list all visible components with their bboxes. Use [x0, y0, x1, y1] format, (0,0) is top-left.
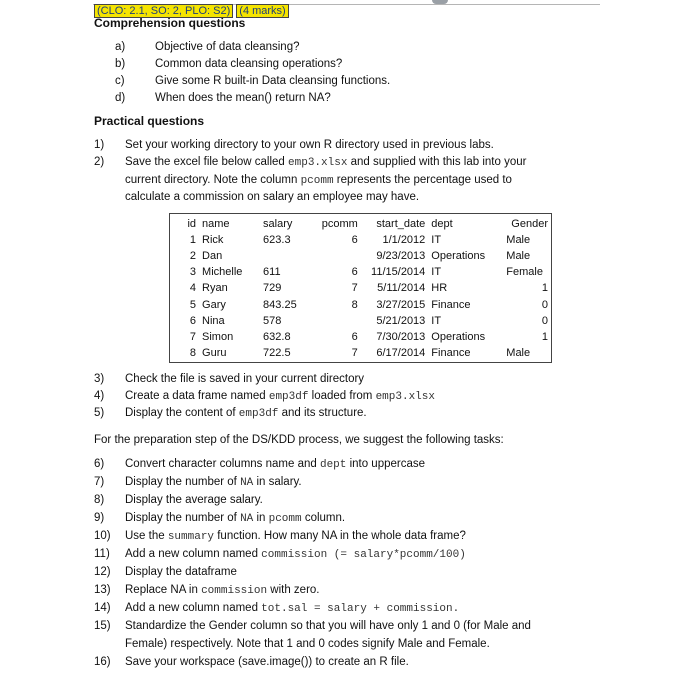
item-label-d: d): [115, 92, 126, 104]
comprehension-item-c: Give some R built-in Data cleansing functions.: [155, 75, 391, 87]
q3-number: 3): [94, 373, 105, 385]
q2-line-2: current directory. Note the column pcomm represents the percentage used to: [125, 174, 512, 187]
comprehension-item-b: Common data cleansing operations?: [155, 58, 343, 70]
comprehension-item-d: When does the mean() return NA?: [155, 92, 331, 104]
q2-line-1: Save the excel file below called emp3.xlsx and supplied with this lab into your: [125, 156, 527, 169]
cell-start-date: 3/27/2015: [376, 298, 426, 311]
cell-pcomm: 7: [351, 347, 358, 360]
cell-id: 5: [189, 298, 197, 311]
cell-pcomm: [317, 313, 361, 329]
cell-id: 2: [189, 250, 197, 263]
table-row: [170, 232, 552, 248]
q7-text: Display the number of NA in salary.: [125, 476, 302, 489]
table-row: [170, 329, 552, 345]
cell-pcomm: 6: [351, 266, 358, 279]
q1-text: Set your working directory to your own R directory used in previous labs.: [125, 139, 494, 151]
cell-dept: Operations: [431, 331, 486, 344]
cell-salary: 722.5: [263, 347, 291, 360]
cell-id: 7: [189, 331, 197, 344]
cell-gender: Male: [506, 233, 531, 246]
marks-label: (4 marks): [236, 4, 288, 18]
cell-salary: 578: [263, 314, 282, 327]
cell-gender: 1: [541, 331, 548, 344]
cell-name: Guru: [202, 347, 227, 360]
q15-number: 15): [94, 620, 111, 632]
page-top-artifact: [432, 0, 448, 4]
q11-number: 11): [94, 548, 110, 560]
header-cell-salary: salary: [263, 217, 293, 230]
table-header-row: [170, 214, 552, 233]
q2-number: 2): [94, 156, 105, 168]
cell-gender: 1: [541, 282, 548, 295]
header-cell-id: id: [187, 217, 197, 230]
q8-text: Display the average salary.: [125, 494, 263, 506]
q10-text: Use the summary function. How many NA in the whole data frame?: [125, 530, 466, 543]
item-label-c: c): [115, 75, 125, 87]
cell-gender: 0: [541, 298, 548, 311]
cell-salary: 729: [263, 282, 282, 295]
cell-dept: Finance: [431, 298, 471, 311]
cell-dept: Operations: [431, 250, 486, 263]
cell-name: Nina: [202, 314, 225, 327]
cell-start-date: 5/11/2014: [377, 282, 426, 295]
cell-gender: Male: [506, 347, 531, 360]
cell-pcomm: [317, 248, 361, 264]
q14-number: 14): [94, 602, 111, 614]
cell-start-date: 7/30/2013: [376, 331, 426, 344]
cell-dept: HR: [431, 282, 448, 295]
q11-text: Add a new column named commission (= salary*pcomm/100): [125, 548, 466, 561]
cell-gender: Female: [506, 266, 543, 279]
practical-title: Practical questions: [94, 114, 205, 128]
comprehension-title: Comprehension questions: [94, 16, 246, 30]
q10-number: 10): [94, 530, 111, 542]
cell-name: Gary: [202, 298, 226, 311]
cell-start-date: 1/1/2012: [382, 233, 426, 246]
cell-pcomm: 8: [351, 298, 358, 311]
q13-number: 13): [94, 584, 111, 596]
q9-number: 9): [94, 512, 105, 524]
cell-start-date: 6/17/2014: [376, 347, 426, 360]
cell-name: Rick: [202, 233, 224, 246]
cell-salary: 623.3: [263, 233, 291, 246]
q8-number: 8): [94, 494, 105, 506]
q5-number: 5): [94, 407, 105, 419]
cell-pcomm: 7: [351, 282, 358, 295]
q1-number: 1): [94, 139, 105, 151]
cell-name: Simon: [202, 331, 234, 344]
q16-text: Save your workspace (save.image()) to create an R file.: [125, 656, 409, 668]
q4-text: Create a data frame named emp3df loaded from emp3.xlsx: [125, 390, 435, 403]
q9-text: Display the number of NA in pcomm column.: [125, 512, 346, 525]
q3-text: Check the file is saved in your current directory: [125, 373, 365, 385]
q7-number: 7): [94, 476, 105, 488]
cell-pcomm: 6: [351, 233, 358, 246]
q13-text: Replace NA in commission with zero.: [125, 584, 320, 597]
prep-intro: For the preparation step of the DS/KDD process, we suggest the following tasks:: [94, 434, 504, 446]
table-row: [170, 297, 552, 313]
cell-gender: Male: [506, 250, 531, 263]
comprehension-item-a: Objective of data cleansing?: [155, 41, 300, 53]
cell-start-date: 9/23/2013: [376, 250, 426, 263]
cell-salary: 843.25: [263, 298, 297, 311]
header-cell-dept: dept: [431, 217, 453, 230]
cell-salary: [260, 248, 317, 264]
cell-id: 1: [189, 233, 197, 246]
q14-text: Add a new column named tot.sal = salary + commission.: [125, 602, 460, 615]
cell-start-date: 5/21/2013: [376, 314, 426, 327]
q2-line-3: calculate a commission on salary an employee may have.: [125, 191, 420, 203]
table-row: [170, 248, 552, 264]
cell-salary: 611: [263, 266, 281, 279]
cell-name: Ryan: [202, 282, 228, 295]
cell-name: Dan: [202, 250, 223, 263]
q16-number: 16): [94, 656, 111, 668]
employee-table: [169, 213, 552, 363]
cell-gender: 0: [541, 314, 548, 327]
employee-table-body: [170, 214, 552, 363]
q4-number: 4): [94, 390, 105, 402]
cell-id: 6: [189, 314, 197, 327]
table-row: [170, 265, 552, 281]
q12-number: 12): [94, 566, 111, 578]
q12-text: Display the dataframe: [125, 566, 237, 578]
clo-code: (CLO: 2.1, SO: 2, PLO: S2): [94, 4, 233, 18]
q5-text: Display the content of emp3df and its structure.: [125, 407, 367, 420]
cell-id: 3: [189, 266, 197, 279]
q15-line-2: Female) respectively. Note that 1 and 0 codes signify Male and Female.: [125, 638, 490, 650]
cell-dept: Finance: [431, 347, 471, 360]
cell-pcomm: 6: [351, 331, 358, 344]
header-cell-start-date: start_date: [376, 217, 426, 230]
q15-line-1: Standardize the Gender column so that you will have only 1 and 0 (for Male and: [125, 620, 531, 632]
cell-name: Michelle: [202, 266, 243, 279]
cell-start-date: 11/15/2014: [371, 266, 426, 279]
header-cell-name: name: [202, 217, 230, 230]
q6-number: 6): [94, 458, 105, 470]
cell-salary: 632.8: [263, 331, 291, 344]
cell-id: 4: [189, 282, 197, 295]
cell-dept: IT: [431, 266, 442, 279]
cell-dept: IT: [431, 314, 442, 327]
table-row: [170, 346, 552, 363]
table-row: [170, 313, 552, 329]
cell-id: 8: [189, 347, 197, 360]
header-cell-pcomm: pcomm: [321, 217, 358, 230]
item-label-a: a): [115, 41, 126, 53]
q6-text: Convert character columns name and dept into uppercase: [125, 458, 426, 471]
item-label-b: b): [115, 58, 126, 70]
cell-dept: IT: [431, 233, 442, 246]
table-row: [170, 281, 552, 297]
header-cell-gender: Gender: [511, 217, 548, 230]
